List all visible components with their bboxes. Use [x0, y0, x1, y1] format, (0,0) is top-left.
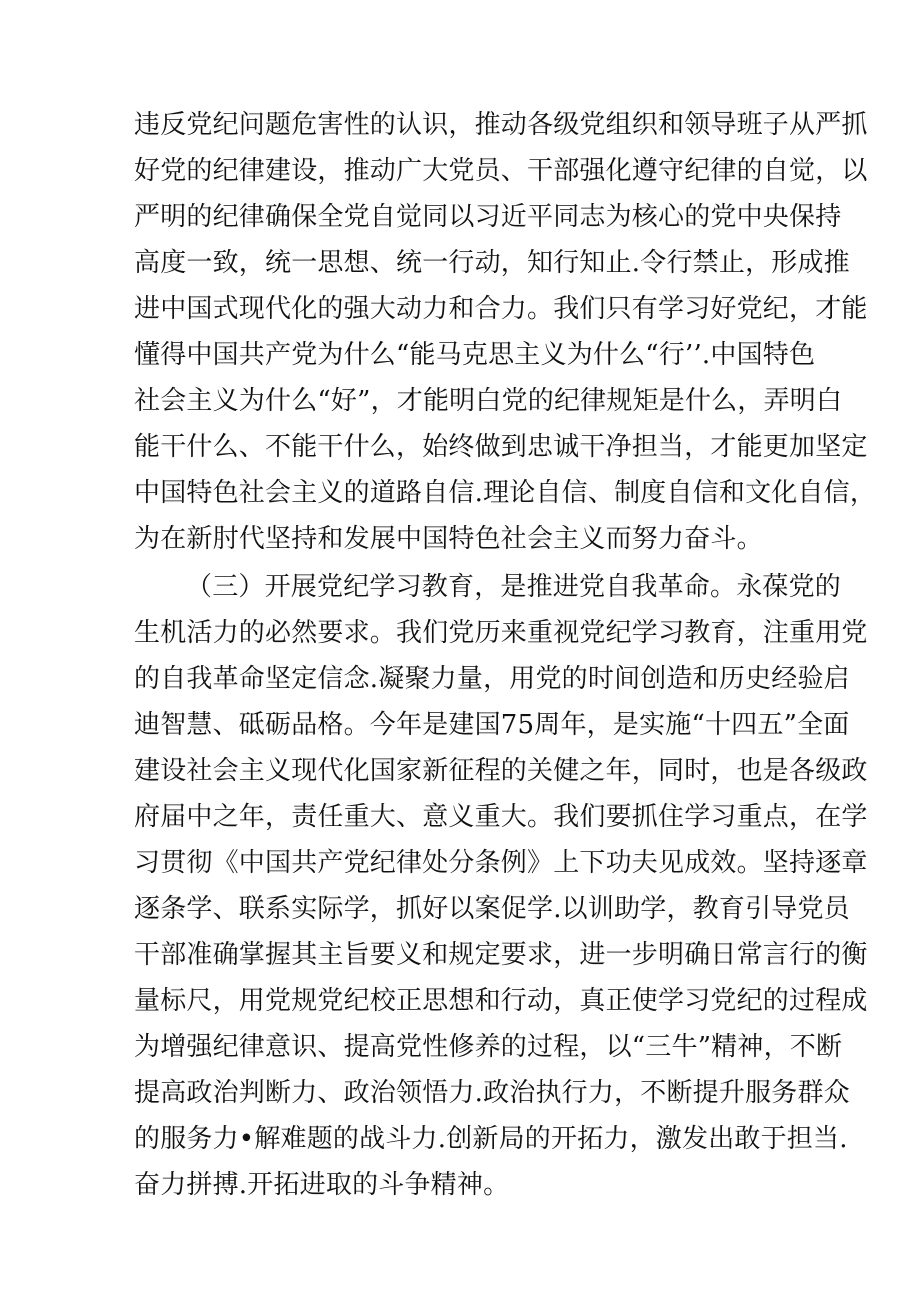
paragraph-2 — [134, 564, 868, 1208]
paragraph-line: 生机活力的必然要求。我们党历来重视党纪学习教育，注重用党 — [134, 618, 868, 648]
paragraph-line: 为在新肘代坚持和发展中国特色社会主义而努力奋斗。 — [134, 524, 763, 554]
paragraph-line: 社会主义为什么“好”，才能明白党的纪律规矩是什么，弄明白 — [134, 386, 843, 416]
paragraph-line: 中国特色社会主义的道路自信.理论自信、制度自信和文化自信， — [134, 478, 877, 508]
paragraph-line: 迪智慧、砥砺品格。今年是建国75周年，是实施“十四五”全面 — [134, 710, 850, 740]
paragraph-line: 高度一致，统一思想、统一行动，知行知止.令行禁止，形成推 — [134, 248, 850, 278]
paragraph-line: 的自我革命坚定信念.凝聚力量，用党的时间创造和历史经验启 — [134, 664, 850, 694]
paragraph-line: （三）开展党纪学习教育，是推进党自我革命。永葆党的 — [186, 572, 842, 602]
paragraph-line: 建设社会主义现代化国家新征程的关健之年，同时，也是各级政 — [134, 756, 868, 786]
paragraph-line: 的服务力•解难题的战斗力.创新局的开拓力，激发出敢于担当. — [134, 1124, 848, 1154]
paragraph-line: 习贯彻《中国共产党纪律处分条例》上下功夫见成效。坚持逐章 — [134, 848, 868, 878]
paragraph-line: 违反党纪问题危害性的认识，推动各级党组织和领导班子从严抓 — [134, 110, 868, 140]
paragraph-1 — [134, 102, 877, 562]
paragraph-line: 提高政治判断力、政治领悟力.政治执行力，不断提升服务群众 — [134, 1078, 850, 1108]
paragraph-line: 进中国式现代化的强大动力和合力。我们只有学习好党纪，才能 — [134, 294, 868, 324]
paragraph-line: 为增强纪律意识、提高党性修养的过程，以“三牛”精神，不断 — [134, 1032, 843, 1062]
paragraph-line: 逐条学、联系实际学，抓好以案促学.以训助学，教育引导党员 — [134, 894, 850, 924]
paragraph-line: 能干什么、不能干什么，始终做到忠诚干净担当，才能更加坚定 — [134, 432, 868, 462]
paragraph-line: 量标尺，用党规党纪校正思想和行动，真正使学习党纪的过程成 — [134, 986, 868, 1016]
paragraph-line: 懂得中国共产党为什么“能马克思主义为什么“行’’.中国特色 — [134, 340, 816, 370]
paragraph-line: 好党的纪律建设，推动广大党员、干部强化遵守纪律的自觉，以 — [134, 156, 868, 186]
paragraph-line: 干部准确掌握其主旨要义和规定要求，进一步明确日常言行的衡 — [134, 940, 868, 970]
paragraph-line: 奋力拼搏.开拓进取的斗争精神。 — [134, 1170, 510, 1200]
paragraph-line: 严明的纪律确保全党自觉同以习近平同志为核心的党中央保持 — [134, 202, 842, 232]
paragraph-line: 府届中之年，责任重大、意义重大。我们要抓住学习重点，在学 — [134, 802, 868, 832]
